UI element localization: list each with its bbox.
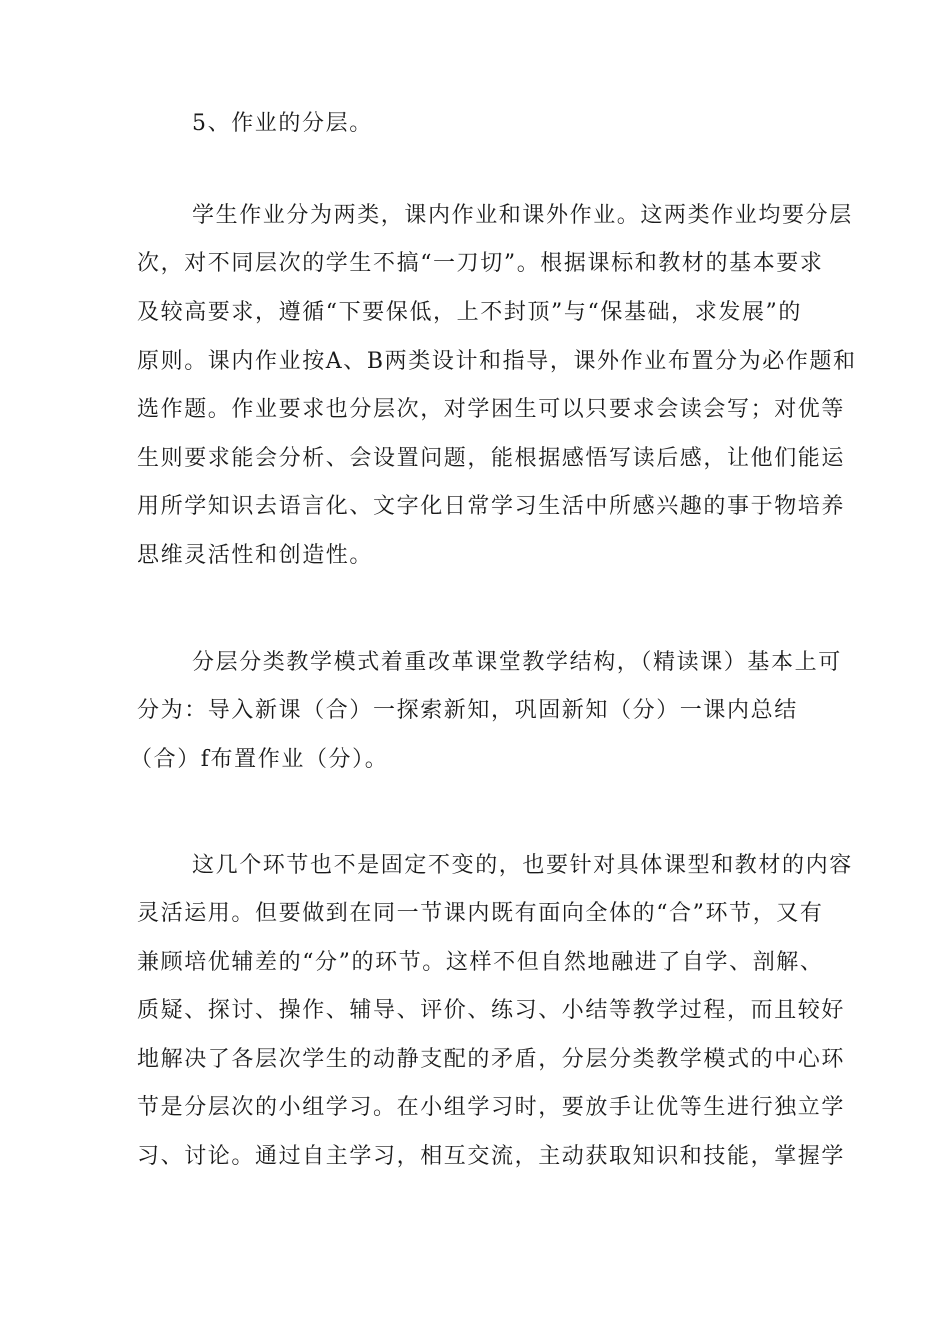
paragraph-line: 选作题。作业要求也分层次，对学困生可以只要求会读会写；对优等 bbox=[137, 397, 846, 422]
paragraph-line: 原则。课内作业按A、B两类设计和指导，课外作业布置分为必作题和 bbox=[137, 349, 857, 374]
paragraph-line: 次，对不同层次的学生不搞“一刀切”。根据课标和教材的基本要求 bbox=[137, 251, 824, 276]
paragraph-line: 用所学知识去语言化、文字化日常学习生活中所感兴趣的事于物培养 bbox=[137, 494, 846, 519]
paragraph-line: 生则要求能会分析、会设置问题，能根据感悟写读后感，让他们能运 bbox=[137, 446, 846, 471]
paragraph-line: 学生作业分为两类，课内作业和课外作业。这两类作业均要分层 bbox=[192, 203, 853, 228]
paragraph-line: 兼顾培优辅差的“分”的环节。这样不但自然地融进了自学、剖解、 bbox=[137, 950, 824, 975]
paragraph-line: 节是分层次的小组学习。在小组学习时，要放手让优等生进行独立学 bbox=[137, 1095, 846, 1120]
paragraph-line: （合）f布置作业（分）。 bbox=[130, 747, 389, 772]
paragraph-line: 分为：导入新课（合）一探索新知，巩固新知（分）一课内总结 bbox=[137, 698, 798, 723]
paragraph-line: 地解决了各层次学生的动静支配的矛盾，分层分类教学模式的中心环 bbox=[137, 1047, 846, 1072]
paragraph-line: 及较高要求，遵循“下要保低，上不封顶”与“保基础，求发展”的 bbox=[137, 300, 802, 325]
paragraph-line: 质疑、探讨、操作、辅导、评价、练习、小结等教学过程，而且较好 bbox=[137, 998, 846, 1023]
paragraph-line: 灵活运用。但要做到在同一节课内既有面向全体的“合”环节，又有 bbox=[137, 901, 824, 926]
section-heading: 5、作业的分层。 bbox=[192, 111, 373, 136]
paragraph-line: 思维灵活性和创造性。 bbox=[137, 543, 374, 568]
paragraph-line: 这几个环节也不是固定不变的，也要针对具体课型和教材的内容 bbox=[192, 853, 853, 878]
paragraph-line: 分层分类教学模式着重改革课堂教学结构，（精读课）基本上可 bbox=[192, 650, 842, 675]
paragraph-line: 习、讨论。通过自主学习，相互交流，主动获取知识和技能，掌握学 bbox=[137, 1144, 846, 1169]
